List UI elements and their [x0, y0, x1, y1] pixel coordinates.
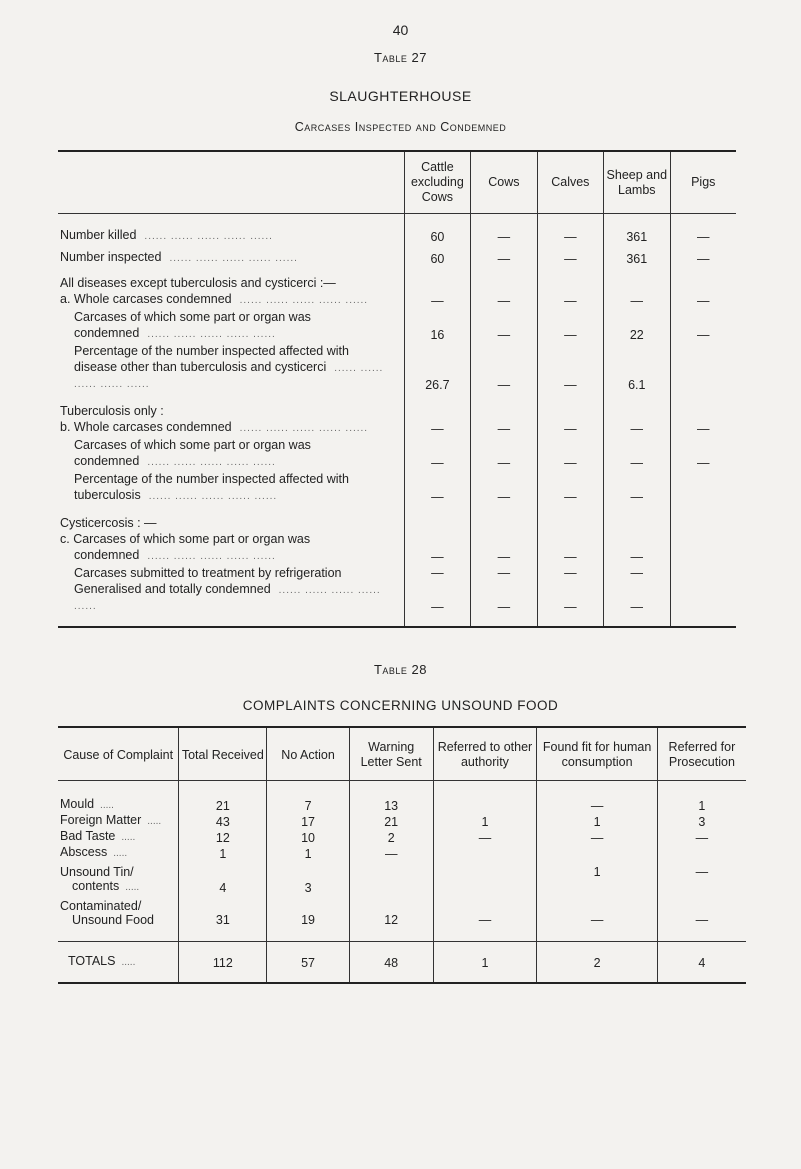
table-cell — [404, 392, 470, 418]
column-header: Calves — [537, 151, 603, 214]
table-cell: 12 — [179, 829, 267, 845]
row-label — [58, 813, 179, 829]
table-cell — [179, 861, 267, 879]
totals-cell: 2 — [537, 942, 657, 984]
totals-cell: 48 — [349, 942, 433, 984]
table-cell — [404, 504, 470, 530]
table-cell — [670, 266, 736, 290]
row-label-text: Unsound Food — [72, 913, 155, 927]
table-cell: — — [349, 845, 433, 861]
column-header: Cows — [471, 151, 537, 214]
table-cell: 1 — [537, 813, 657, 829]
row-label-text: c. Carcases of which some part or organ was — [60, 532, 311, 546]
table-row — [58, 845, 746, 861]
row-label — [58, 244, 404, 266]
table-cell: — — [604, 452, 670, 470]
row-label-text: disease other than tuberculosis and cysticerci — [74, 360, 327, 374]
table-cell — [404, 436, 470, 452]
table-row — [58, 861, 746, 879]
row-label-text: Carcases of which some part or organ was — [74, 310, 311, 324]
table-cell — [604, 436, 670, 452]
row-label — [58, 580, 404, 627]
row-label — [58, 324, 404, 342]
table-row — [58, 564, 736, 580]
table-cell: — — [537, 452, 603, 470]
table-cell — [604, 530, 670, 546]
row-label — [58, 504, 404, 530]
row-label — [58, 861, 179, 879]
table-cell: — — [670, 452, 736, 470]
row-label-text: a. Whole carcases condemned — [60, 292, 232, 306]
column-header: Referred to other authority — [433, 727, 537, 781]
table-cell: 21 — [349, 813, 433, 829]
table-cell: — — [657, 913, 746, 942]
leader-dots: ..... — [121, 832, 136, 843]
table-cell: 60 — [404, 244, 470, 266]
table-cell: 3 — [267, 879, 350, 895]
column-header: Cause of Complaint — [63, 747, 174, 762]
table-cell: — — [670, 418, 736, 436]
table-cell — [433, 781, 537, 814]
table-cell — [433, 861, 537, 879]
row-label-text: Generalised and totally condemned — [74, 582, 271, 596]
row-label — [58, 452, 404, 470]
table-cell — [471, 504, 537, 530]
leader-dots: ...... ...... ...... ...... ...... — [74, 585, 381, 612]
table-cell: 43 — [179, 813, 267, 829]
table-cell: — — [404, 290, 470, 308]
slaughterhouse-table — [58, 150, 736, 628]
table-cell — [537, 436, 603, 452]
table-row — [58, 829, 746, 845]
table-cell: — — [670, 244, 736, 266]
row-label-text: All diseases except tuberculosis and cysticerci :— — [60, 276, 336, 290]
table-cell — [404, 266, 470, 290]
leader-dots: ..... — [125, 882, 140, 893]
table-row — [58, 244, 736, 266]
table-cell: — — [471, 244, 537, 266]
table-cell — [670, 546, 736, 564]
table-cell — [471, 436, 537, 452]
table-cell: — — [471, 290, 537, 308]
table-cell: — — [537, 486, 603, 504]
table-cell: 361 — [604, 214, 670, 245]
table-cell — [670, 436, 736, 452]
totals-label: TOTALS — [68, 954, 116, 968]
row-label-text: Unsound Tin/ — [60, 865, 134, 879]
row-label-text: Carcases submitted to treatment by refrigeration — [74, 566, 342, 580]
table-cell: — — [471, 486, 537, 504]
row-label-text: Carcases of which some part or organ was — [74, 438, 311, 452]
table-cell — [537, 879, 657, 895]
table-cell: 26.7 — [404, 358, 470, 392]
row-label — [58, 342, 404, 358]
table-cell: — — [604, 486, 670, 504]
table-cell: 13 — [349, 781, 433, 814]
leader-dots: ..... — [113, 848, 128, 859]
table-row — [58, 214, 736, 245]
table-cell — [471, 342, 537, 358]
row-label — [58, 392, 404, 418]
table-row — [58, 813, 746, 829]
table-cell — [670, 342, 736, 358]
table-row — [58, 342, 736, 358]
table-row — [58, 913, 746, 942]
table-cell — [657, 895, 746, 913]
table-cell — [433, 895, 537, 913]
leader-dots: ...... ...... ...... ...... ...... — [169, 253, 298, 264]
table-cell — [670, 504, 736, 530]
table-cell — [404, 530, 470, 546]
table-row — [58, 358, 736, 392]
leader-dots: ...... ...... ...... ...... ...... — [74, 363, 384, 390]
table-cell — [670, 392, 736, 418]
label-header — [58, 151, 404, 214]
row-label-text: contents — [72, 879, 120, 893]
table-cell: 1 — [267, 845, 350, 861]
table-row — [58, 879, 746, 895]
table-cell — [471, 392, 537, 418]
table-row — [58, 308, 736, 324]
row-label — [58, 895, 179, 913]
table-cell: — — [670, 214, 736, 245]
leader-dots: ...... ...... ...... ...... ...... — [147, 457, 276, 468]
table-cell: 16 — [404, 324, 470, 342]
row-label-text: Cysticercosis : — — [60, 516, 157, 530]
column-header: No Action — [267, 727, 350, 781]
table-cell — [604, 392, 670, 418]
table-cell: 17 — [267, 813, 350, 829]
row-label — [58, 358, 404, 392]
table-27-title: SLAUGHTERHOUSE — [329, 88, 472, 104]
table-row — [58, 580, 736, 627]
row-label — [58, 308, 404, 324]
table-cell: — — [537, 829, 657, 845]
page-number: 40 — [392, 22, 409, 38]
table-row — [58, 418, 736, 436]
table-cell — [604, 342, 670, 358]
table-cell — [471, 530, 537, 546]
table-cell: — — [537, 244, 603, 266]
table-cell — [537, 470, 603, 486]
row-label-text: Tuberculosis only : — [60, 404, 164, 418]
table-cell — [267, 861, 350, 879]
table-cell: — — [670, 324, 736, 342]
row-label — [58, 829, 179, 845]
table-cell: — — [471, 418, 537, 436]
row-label — [58, 290, 404, 308]
table-cell: 12 — [349, 913, 433, 942]
table-cell: — — [404, 452, 470, 470]
row-label — [58, 530, 404, 546]
row-label-text: condemned — [74, 326, 140, 340]
table-cell: — — [471, 452, 537, 470]
table-cell — [267, 895, 350, 913]
table-cell: — — [537, 546, 603, 564]
table-cell: 10 — [267, 829, 350, 845]
table-cell: — — [471, 546, 537, 564]
table-cell — [537, 845, 657, 861]
totals-cell: 112 — [179, 942, 267, 984]
totals-cell: 1 — [433, 942, 537, 984]
column-header: Total Received — [179, 727, 267, 781]
table-cell: 21 — [179, 781, 267, 814]
table-cell: — — [433, 913, 537, 942]
row-label-text: Number inspected — [60, 250, 162, 264]
row-label-text: condemned — [74, 454, 140, 468]
table-cell — [604, 470, 670, 486]
row-label — [58, 546, 404, 564]
table-cell — [670, 486, 736, 504]
table-cell — [604, 266, 670, 290]
totals-cell: 57 — [267, 942, 350, 984]
leader-dots: ...... ...... ...... ...... ...... — [147, 329, 276, 340]
row-label-text: b. Whole carcases condemned — [60, 420, 232, 434]
table-cell: — — [537, 781, 657, 814]
row-label — [58, 436, 404, 452]
row-label — [58, 879, 179, 895]
table-cell: — — [404, 486, 470, 504]
table-row — [58, 324, 736, 342]
table-27-label: Table 27 — [373, 50, 428, 65]
row-label-text: Contaminated/ — [60, 899, 142, 913]
table-cell — [537, 895, 657, 913]
table-28-title: COMPLAINTS CONCERNING UNSOUND FOOD — [242, 698, 559, 713]
table-cell: — — [537, 580, 603, 627]
leader-dots: ..... — [147, 816, 162, 827]
table-cell: 31 — [179, 913, 267, 942]
table-row — [58, 392, 736, 418]
leader-dots: ..... — [121, 957, 136, 968]
table-cell: 19 — [267, 913, 350, 942]
table-row — [58, 530, 736, 546]
row-label — [58, 486, 404, 504]
table-cell — [404, 470, 470, 486]
table-cell: — — [657, 829, 746, 845]
table-cell: — — [537, 290, 603, 308]
table-row — [58, 781, 746, 814]
table-cell — [349, 895, 433, 913]
table-cell: — — [604, 546, 670, 564]
table-cell: 1 — [537, 861, 657, 879]
row-label — [58, 781, 179, 814]
table-cell: 7 — [267, 781, 350, 814]
table-header-row — [58, 727, 746, 781]
table-cell: 361 — [604, 244, 670, 266]
table-cell: — — [604, 290, 670, 308]
table-cell: — — [537, 358, 603, 392]
table-cell — [537, 504, 603, 530]
row-label-text: Mould — [60, 797, 95, 811]
table-cell — [604, 504, 670, 530]
row-label-text: Foreign Matter — [60, 813, 142, 827]
row-label-text: Bad Taste — [60, 829, 116, 843]
row-label-text: Percentage of the number inspected affected with — [74, 472, 349, 486]
column-header: Warning Letter Sent — [349, 727, 433, 781]
table-row — [58, 546, 736, 564]
leader-dots: ...... ...... ...... ...... ...... — [144, 231, 273, 242]
table-row — [58, 452, 736, 470]
row-label-text: Abscess — [60, 845, 108, 859]
table-cell: — — [537, 913, 657, 942]
row-label-text: condemned — [74, 548, 140, 562]
row-label-text: tuberculosis — [74, 488, 141, 502]
table-cell — [349, 879, 433, 895]
table-cell: — — [471, 564, 537, 580]
table-cell: — — [471, 324, 537, 342]
table-cell: 60 — [404, 214, 470, 245]
table-cell: — — [537, 564, 603, 580]
table-cell: 3 — [657, 813, 746, 829]
row-label — [58, 845, 179, 861]
table-27-subtitle: Carcases Inspected and Condemned — [294, 120, 507, 134]
table-cell: — — [670, 290, 736, 308]
table-cell: 2 — [349, 829, 433, 845]
table-cell: 1 — [179, 845, 267, 861]
table-cell — [670, 530, 736, 546]
table-cell — [657, 879, 746, 895]
table-cell — [471, 308, 537, 324]
table-cell: — — [404, 564, 470, 580]
leader-dots: ...... ...... ...... ...... ...... — [239, 423, 369, 434]
table-cell — [471, 470, 537, 486]
table-cell — [670, 580, 736, 627]
table-header-row — [58, 151, 736, 214]
table-row — [58, 895, 746, 913]
table-cell — [537, 392, 603, 418]
table-cell — [471, 266, 537, 290]
table-cell — [537, 530, 603, 546]
table-28-label: Table 28 — [373, 662, 428, 677]
row-label — [58, 266, 404, 290]
table-cell: — — [604, 580, 670, 627]
row-label-text: Number killed — [60, 228, 137, 242]
row-label — [58, 214, 404, 245]
leader-dots: ...... ...... ...... ...... ...... — [147, 551, 276, 562]
totals-cell: 4 — [657, 942, 746, 984]
table-cell — [670, 358, 736, 392]
row-label — [58, 470, 404, 486]
table-cell: — — [604, 564, 670, 580]
table-cell: — — [471, 214, 537, 245]
table-cell: — — [471, 358, 537, 392]
table-cell: 1 — [657, 781, 746, 814]
table-row — [58, 266, 736, 290]
table-cell: 1 — [433, 813, 537, 829]
table-cell — [670, 308, 736, 324]
table-cell: — — [537, 418, 603, 436]
table-cell: — — [537, 324, 603, 342]
table-cell — [433, 845, 537, 861]
row-label — [58, 418, 404, 436]
table-row — [58, 486, 736, 504]
table-row — [58, 436, 736, 452]
table-row — [58, 470, 736, 486]
totals-row — [58, 942, 746, 984]
leader-dots: ...... ...... ...... ...... ...... — [239, 295, 369, 306]
column-header: Sheep and Lambs — [604, 151, 670, 214]
table-cell: — — [604, 418, 670, 436]
table-row — [58, 290, 736, 308]
table-cell — [670, 470, 736, 486]
table-cell — [349, 861, 433, 879]
complaints-table — [58, 726, 746, 984]
table-cell — [404, 342, 470, 358]
table-cell — [604, 308, 670, 324]
table-cell: — — [537, 214, 603, 245]
table-cell: — — [404, 546, 470, 564]
table-cell: — — [471, 580, 537, 627]
leader-dots: ..... — [100, 800, 114, 811]
table-cell: 22 — [604, 324, 670, 342]
column-header: Cattle excluding Cows — [404, 151, 470, 214]
row-label — [58, 564, 404, 580]
table-cell — [179, 895, 267, 913]
table-cell: — — [657, 861, 746, 879]
table-cell — [657, 845, 746, 861]
table-cell — [670, 564, 736, 580]
table-cell — [537, 266, 603, 290]
table-cell: 4 — [179, 879, 267, 895]
table-cell: — — [433, 829, 537, 845]
leader-dots: ...... ...... ...... ...... ...... — [148, 491, 278, 502]
table-cell — [537, 308, 603, 324]
table-cell: — — [404, 418, 470, 436]
column-header: Pigs — [670, 151, 736, 214]
totals-label-cell — [58, 942, 179, 984]
table-cell: — — [404, 580, 470, 627]
row-label — [58, 913, 179, 942]
table-cell — [404, 308, 470, 324]
table-cell — [537, 342, 603, 358]
column-header: Found fit for human consumption — [537, 727, 657, 781]
table-cell — [433, 879, 537, 895]
table-row — [58, 504, 736, 530]
row-label-text: Percentage of the number inspected affected with — [74, 344, 349, 358]
column-header: Referred for Prosecution — [657, 727, 746, 781]
table-cell: 6.1 — [604, 358, 670, 392]
